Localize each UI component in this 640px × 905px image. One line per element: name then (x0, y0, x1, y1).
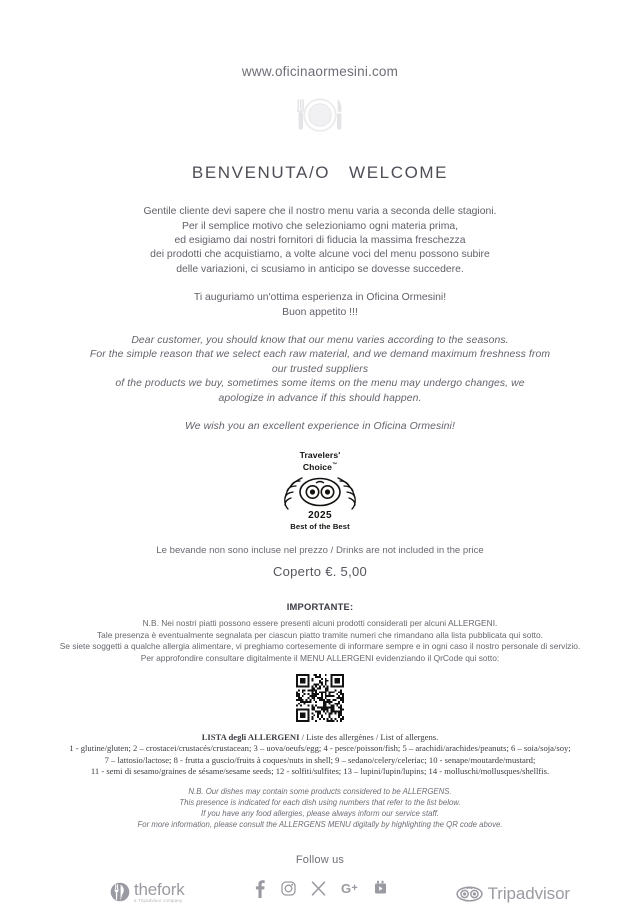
italian-closing-paragraph (60, 291, 580, 320)
drinks-note: Le bevande non sono incluse nel prezzo / Drinks are not included in the price (156, 545, 484, 557)
english-line: apologize in advance if this should happen. (218, 392, 422, 404)
google-plus-icon[interactable] (341, 881, 359, 901)
thefork-tagline: a Tripadvisor company (134, 897, 183, 903)
italian-line: Gentile cliente devi sapere che il nostro menu varia a seconda delle stagioni. (143, 206, 497, 218)
cover-charge: Coperto €. 5,00 (272, 564, 368, 580)
english-line: Dear customer, you should know that our menu varies according to the seasons. (131, 334, 509, 346)
allergens-heading (20, 732, 620, 744)
badge-title-line2: Choice (302, 462, 333, 473)
english-line: our trusted suppliers (271, 363, 369, 375)
facebook-icon[interactable] (253, 879, 266, 903)
importante-line: N.B. Nei nostri piatti possono essere presenti alcuni prodotti considerati per alcuni ALLERGENI. (142, 618, 498, 629)
social-links (253, 879, 387, 903)
badge-subtitle: Best of the Best (290, 522, 350, 532)
follow-us-label: Follow us (295, 854, 345, 867)
tripadvisor-name: Tripadvisor (487, 884, 570, 904)
qr-code-wrapper[interactable] (296, 674, 344, 722)
english-line: For the simple reason that we select each raw material, and we demand maximum freshness from (89, 349, 551, 361)
allergens-note-line: For more information, please consult the ALLERGENS MENU digitally by highlighting the QR code above. (137, 820, 503, 830)
allergens-line: 7 – lattosio/lactose; 8 - frutta a guscio/fruits à coques/nuts in shell; 9 – sedano/celery/celeriac; 10 - senape/moutarde/mustard; (104, 754, 536, 765)
badge-title (272, 450, 368, 472)
english-line: of the products we buy, sometimes some items on the menu may undergo changes, we (115, 378, 525, 390)
allergens-line: 1 - glutine/gluten; 2 – crostacei/crustacés/crustacean; 3 – uova/oeufs/egg; 4 - pesce/poisson/fish; 5 – arachidi/arachides/peanuts; 6 – soia/soja/soy; (69, 743, 571, 754)
badge-title-line1: Travelers' (299, 450, 341, 461)
badge-year: 2025 (308, 510, 332, 522)
importante-line: Tale presenza è eventualmente segnalata per ciascun piatto tramite numeri che rimandano alla lista pubblicata qui sotto. (97, 629, 543, 640)
importante-title: IMPORTANTE: (286, 601, 354, 613)
allergens-line: 11 - semi di sesamo/graines de sésame/sesame seeds; 12 - solfiti/sulfites; 13 – lupini/lupin/lupins; 14 - molluschi/mollusques/shellfis. (90, 766, 550, 777)
thefork-logo-icon (110, 880, 130, 904)
plate-cutlery-icon (268, 93, 372, 137)
thefork-link[interactable] (110, 880, 185, 904)
tripadvisor-link[interactable] (456, 884, 570, 904)
english-closing-paragraph (60, 420, 580, 434)
svg-text:G: G (341, 880, 352, 896)
italian-closing-line: Buon appetito !!! (282, 306, 358, 318)
badge-trademark: ™ (332, 462, 338, 469)
importante-line: Per approfondire consultare digitalmente il MENU ALLERGENI evidenziando il QrCode qui sotto: (140, 653, 500, 664)
allergens-list (20, 732, 620, 778)
website-url: www.oficinaormesini.com (241, 64, 399, 79)
allergens-note-line: This presence is indicated for each dish using numbers that refer to the list below. (179, 798, 461, 808)
importante-body (20, 618, 620, 664)
italian-line: Per il semplice motivo che selezioniamo ogni materia prima, (181, 220, 459, 232)
thefork-name: thefork (134, 879, 185, 899)
instagram-icon[interactable] (281, 881, 296, 901)
allergens-menu-qr-code[interactable] (296, 674, 344, 722)
italian-closing-line: Ti auguriamo un'ottima esperienza in Oficina Ormesini! (193, 292, 447, 304)
allergens-heading-bold: LISTA degli ALLERGENI (201, 731, 300, 742)
travelers-choice-badge (272, 450, 368, 531)
tripadvisor-owl-icon (456, 886, 483, 902)
allergens-heading-rest: / Liste des allergènes / List of allergens. (299, 731, 439, 742)
allergens-note-line: N.B. Our dishes may contain some products considered to be ALLERGENS. (188, 787, 452, 797)
importante-line: Se siete soggetti a qualche allergia alimentare, vi preghiamo cortesemente di informare sempre e in ogni caso il nostro personale di servizio. (59, 641, 581, 652)
italian-intro-paragraph (60, 205, 580, 277)
italian-line: delle variazioni, ci scusiamo in anticipo se dovesse succedere. (176, 263, 464, 275)
allergens-note-line: If you have any food allergies, please always inform our service staff. (201, 809, 439, 819)
english-intro-paragraph (60, 334, 580, 406)
italian-line: ed esigiamo dai nostri fornitori di fiducia la massima freschezza (174, 234, 466, 246)
english-closing-line: We wish you an excellent experience in Oficina Ormesini! (185, 421, 455, 432)
thefork-text (134, 881, 185, 903)
allergens-english-note (55, 786, 585, 830)
x-twitter-icon[interactable] (311, 881, 326, 901)
italian-line: dei prodotti che acquistiamo, a volte alcune voci del menu possono subire (150, 249, 490, 261)
tripadvisor-owl-laurel-icon (272, 472, 368, 512)
page-title: BENVENUTA/O WELCOME (191, 163, 449, 183)
footer-row (0, 876, 640, 905)
youtube-icon[interactable] (374, 880, 387, 901)
